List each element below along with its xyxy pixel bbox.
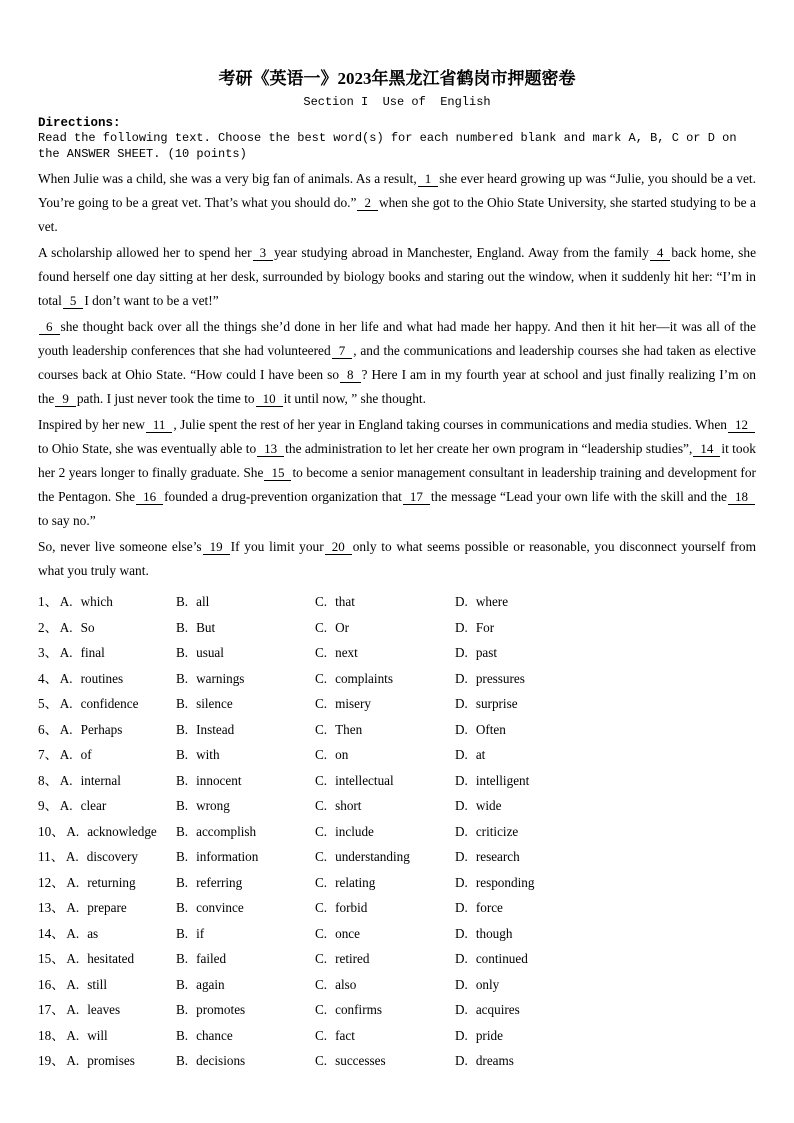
option-letter: D.: [455, 645, 468, 660]
option-letter: D.: [455, 1027, 468, 1043]
option-letter: C.: [315, 594, 328, 609]
question-number: 1、: [38, 594, 58, 609]
option-d: [455, 901, 756, 915]
option-c: [315, 1029, 455, 1043]
passage-paragraph: So, never live someone else’s 19 If you limit your 20 only to what seems possible or reasonable, you disconnect yourself from what you truly want.: [38, 539, 757, 578]
cloze-blank-14: 14: [693, 441, 720, 457]
option-text: on: [335, 747, 349, 762]
question-row: [38, 595, 756, 609]
question-number: 11、: [38, 849, 64, 864]
option-text: But: [196, 619, 216, 635]
option-c: [315, 774, 455, 788]
question-row: [38, 646, 756, 660]
option-letter: A.: [66, 976, 80, 992]
option-letter: C.: [315, 670, 328, 686]
option-text: decisions: [196, 1053, 246, 1068]
cloze-blank-15: 15: [264, 465, 291, 481]
option-letter: A.: [59, 594, 73, 609]
option-text: prepare: [87, 900, 127, 915]
option-text: confirms: [335, 1002, 382, 1017]
option-text: acquires: [475, 1002, 520, 1017]
option-letter: C.: [315, 951, 328, 966]
option-b: [176, 825, 315, 839]
cloze-blank-7: 7: [332, 343, 353, 359]
option-letter: D.: [455, 747, 468, 762]
question-row: [38, 952, 756, 966]
option-a: [38, 850, 176, 864]
option-d: [455, 1029, 756, 1043]
question-row: [38, 1029, 756, 1043]
question-row: [38, 1003, 756, 1017]
cloze-blank-6: 6: [39, 319, 60, 335]
option-d: [455, 876, 756, 890]
option-letter: C.: [315, 976, 328, 992]
question-row: [38, 850, 756, 864]
option-d: [455, 748, 756, 762]
directions-block: [38, 116, 756, 162]
cloze-passage: [38, 167, 756, 583]
option-c: [315, 850, 455, 864]
question-row: [38, 825, 756, 839]
option-letter: D.: [455, 772, 468, 788]
option-a: [38, 774, 176, 788]
cloze-blank-4: 4: [650, 245, 671, 261]
question-row: [38, 978, 756, 992]
option-letter: C.: [315, 1002, 328, 1017]
option-d: [455, 1003, 756, 1017]
option-b: [176, 799, 315, 813]
option-letter: B.: [176, 823, 189, 839]
option-text: include: [335, 823, 374, 839]
option-a: [38, 1054, 176, 1068]
option-text: Instead: [196, 721, 235, 737]
question-number: 15、: [38, 951, 65, 966]
question-number: 2、: [38, 619, 58, 635]
option-text: pride: [475, 1027, 503, 1043]
option-d: [455, 723, 756, 737]
option-c: [315, 621, 455, 635]
option-letter: C.: [315, 849, 328, 864]
option-d: [455, 799, 756, 813]
option-letter: B.: [176, 798, 189, 813]
option-a: [38, 927, 176, 941]
option-b: [176, 646, 315, 660]
question-number: 5、: [38, 696, 58, 711]
question-number: 3、: [38, 645, 58, 660]
option-letter: D.: [455, 670, 468, 686]
option-text: clear: [80, 798, 107, 813]
option-letter: B.: [176, 900, 189, 915]
option-letter: D.: [455, 900, 468, 915]
option-text: silence: [196, 696, 233, 711]
question-number: 18、: [38, 1027, 65, 1043]
option-c: [315, 825, 455, 839]
option-text: of: [80, 747, 92, 762]
question-row: [38, 621, 756, 635]
option-a: [38, 1029, 176, 1043]
option-text: intellectual: [335, 772, 394, 788]
passage-paragraph: Inspired by her new 11 , Julie spent the rest of her year in England taking courses in communications and media studies. When 12to Ohio State, she was eventually able to 13 the administration to let her create her own program in “leadership studies”, 14 it took her 2 years longer to finally graduate. She 15 to become a senior management consultant in leadership training and development for the Pentagon. She 16 founded a drug-prevention organization that 17 the message “Lead your own life with the skill and the 18to say no.”: [38, 417, 756, 528]
passage-paragraph: When Julie was a child, she was a very big fan of animals. As a result, 1 she ever heard growing up was “Julie, you should be a vet. You’re going to be a great vet. That’s what you should do.” 2 when she got to the Ohio State University, she started studying to be a vet.: [38, 171, 756, 234]
option-a: [38, 799, 176, 813]
option-letter: C.: [315, 696, 328, 711]
option-c: [315, 697, 455, 711]
option-letter: B.: [176, 1002, 189, 1017]
question-number: 14、: [38, 925, 65, 941]
option-a: [38, 723, 176, 737]
option-b: [176, 1029, 315, 1043]
option-text: promises: [87, 1053, 135, 1068]
option-text: intelligent: [475, 772, 530, 788]
option-text: will: [87, 1027, 108, 1043]
option-text: only: [475, 976, 500, 992]
option-b: [176, 774, 315, 788]
option-text: wrong: [196, 798, 230, 813]
option-text: successes: [335, 1053, 386, 1068]
option-c: [315, 927, 455, 941]
option-letter: A.: [59, 670, 73, 686]
option-d: [455, 672, 756, 686]
option-text: complaints: [335, 670, 393, 686]
option-c: [315, 646, 455, 660]
option-text: forbid: [335, 900, 368, 915]
option-letter: A.: [66, 1002, 80, 1017]
option-letter: C.: [315, 645, 328, 660]
option-c: [315, 978, 455, 992]
option-letter: C.: [315, 925, 328, 941]
option-text: understanding: [335, 849, 410, 864]
cloze-blank-11: 11: [146, 417, 173, 433]
option-letter: D.: [455, 951, 468, 966]
option-letter: B.: [176, 619, 189, 635]
option-b: [176, 672, 315, 686]
option-c: [315, 748, 455, 762]
option-letter: C.: [315, 1027, 328, 1043]
question-number: 9、: [38, 798, 58, 813]
option-c: [315, 672, 455, 686]
option-d: [455, 1054, 756, 1068]
section-heading: Section I Use of English: [303, 95, 491, 109]
option-d: [455, 697, 756, 711]
option-text: pressures: [475, 670, 525, 686]
cloze-blank-13: 13: [257, 441, 284, 457]
option-text: force: [475, 900, 503, 915]
option-letter: A.: [66, 823, 80, 839]
option-text: continued: [475, 951, 528, 966]
cloze-blank-9: 9: [55, 391, 76, 407]
option-b: [176, 978, 315, 992]
option-letter: A.: [66, 925, 80, 941]
option-letter: A.: [66, 951, 80, 966]
option-b: [176, 621, 315, 635]
option-text: Or: [335, 619, 350, 635]
option-text: referring: [196, 874, 243, 890]
option-letter: D.: [455, 874, 468, 890]
option-text: failed: [196, 951, 227, 966]
option-letter: B.: [176, 1053, 189, 1068]
option-text: research: [475, 849, 520, 864]
option-letter: D.: [455, 594, 468, 609]
option-letter: D.: [455, 823, 468, 839]
option-letter: B.: [176, 594, 189, 609]
option-letter: A.: [59, 798, 73, 813]
option-text: fact: [335, 1027, 355, 1043]
cloze-blank-2: 2: [357, 195, 378, 211]
option-text: promotes: [196, 1002, 246, 1017]
option-text: past: [475, 645, 498, 660]
option-text: internal: [80, 772, 121, 788]
option-a: [38, 952, 176, 966]
option-letter: B.: [176, 976, 189, 992]
option-a: [38, 697, 176, 711]
cloze-blank-8: 8: [340, 367, 361, 383]
option-letter: C.: [315, 619, 328, 635]
option-d: [455, 774, 756, 788]
cloze-blank-18: 18: [728, 489, 755, 505]
option-a: [38, 978, 176, 992]
question-list: [38, 595, 756, 1068]
option-letter: A.: [59, 696, 73, 711]
option-letter: D.: [455, 849, 468, 864]
option-letter: C.: [315, 772, 328, 788]
option-letter: A.: [66, 900, 80, 915]
option-text: all: [196, 594, 210, 609]
option-letter: B.: [176, 645, 189, 660]
option-letter: D.: [455, 976, 468, 992]
option-text: convince: [196, 900, 244, 915]
option-text: Perhaps: [80, 721, 123, 737]
option-text: So: [80, 619, 95, 635]
option-b: [176, 876, 315, 890]
option-b: [176, 1054, 315, 1068]
option-c: [315, 1003, 455, 1017]
option-a: [38, 672, 176, 686]
option-letter: A.: [59, 772, 73, 788]
option-text: again: [196, 976, 225, 992]
option-text: confidence: [80, 696, 139, 711]
option-c: [315, 901, 455, 915]
option-letter: C.: [315, 747, 328, 762]
option-letter: A.: [66, 1053, 80, 1068]
option-text: final: [80, 645, 105, 660]
option-a: [38, 1003, 176, 1017]
question-row: [38, 697, 756, 711]
question-row: [38, 723, 756, 737]
option-a: [38, 825, 176, 839]
question-number: 16、: [38, 976, 65, 992]
option-c: [315, 952, 455, 966]
question-number: 4、: [38, 670, 58, 686]
question-number: 8、: [38, 772, 58, 788]
option-text: with: [196, 747, 220, 762]
option-text: information: [196, 849, 259, 864]
option-text: Often: [475, 721, 506, 737]
option-letter: D.: [455, 721, 468, 737]
option-c: [315, 595, 455, 609]
option-text: also: [335, 976, 357, 992]
option-text: Then: [335, 721, 363, 737]
cloze-blank-17: 17: [403, 489, 430, 505]
option-d: [455, 850, 756, 864]
option-text: retired: [335, 951, 370, 966]
option-letter: A.: [65, 849, 79, 864]
option-b: [176, 723, 315, 737]
option-text: short: [335, 798, 362, 813]
passage-paragraph: A scholarship allowed her to spend her 3 year studying abroad in Manchester, England. Away from the family 4 back home, she found herself one day sitting at her desk, surrounded by biology books and staring out the window, when it suddenly hit her: “I’m in total 5 I don’t want to be a vet!”: [38, 245, 757, 308]
option-a: [38, 748, 176, 762]
option-letter: B.: [176, 925, 189, 941]
option-text: where: [475, 594, 509, 609]
option-text: though: [475, 925, 513, 941]
option-text: at: [475, 747, 486, 762]
option-a: [38, 901, 176, 915]
question-number: 19、: [38, 1053, 65, 1068]
option-letter: B.: [176, 747, 189, 762]
option-letter: B.: [176, 696, 189, 711]
question-row: [38, 876, 756, 890]
option-letter: D.: [455, 798, 468, 813]
option-letter: B.: [176, 670, 189, 686]
question-row: [38, 672, 756, 686]
option-d: [455, 621, 756, 635]
option-text: routines: [80, 670, 124, 686]
option-letter: A.: [59, 619, 73, 635]
option-d: [455, 978, 756, 992]
option-b: [176, 1003, 315, 1017]
option-letter: B.: [176, 951, 189, 966]
question-number: 13、: [38, 900, 65, 915]
option-text: discovery: [86, 849, 138, 864]
option-c: [315, 799, 455, 813]
cloze-blank-1: 1: [418, 171, 439, 187]
question-number: 7、: [38, 747, 58, 762]
option-letter: A.: [66, 1027, 80, 1043]
option-text: misery: [335, 696, 371, 711]
option-letter: C.: [315, 721, 328, 737]
option-b: [176, 952, 315, 966]
option-d: [455, 646, 756, 660]
option-letter: B.: [176, 874, 189, 890]
option-b: [176, 901, 315, 915]
option-d: [455, 952, 756, 966]
option-letter: C.: [315, 900, 328, 915]
option-letter: A.: [66, 874, 80, 890]
option-d: [455, 825, 756, 839]
option-text: hesitated: [87, 951, 135, 966]
question-row: [38, 901, 756, 915]
option-a: [38, 646, 176, 660]
question-row: [38, 799, 756, 813]
question-number: 17、: [38, 1002, 65, 1017]
option-b: [176, 850, 315, 864]
option-letter: A.: [59, 645, 73, 660]
option-text: still: [87, 976, 107, 992]
option-letter: C.: [315, 798, 328, 813]
option-letter: C.: [315, 823, 328, 839]
option-text: chance: [196, 1027, 233, 1043]
directions-label: Directions:: [38, 116, 121, 130]
option-text: which: [80, 594, 113, 609]
option-text: once: [335, 925, 360, 941]
option-c: [315, 876, 455, 890]
option-text: dreams: [475, 1053, 514, 1068]
option-b: [176, 927, 315, 941]
option-text: next: [335, 645, 358, 660]
option-text: that: [335, 594, 355, 609]
option-letter: D.: [455, 1053, 468, 1068]
option-b: [176, 595, 315, 609]
cloze-blank-19: 19: [203, 539, 230, 555]
option-text: leaves: [87, 1002, 121, 1017]
option-letter: B.: [176, 721, 189, 737]
option-letter: A.: [59, 747, 73, 762]
question-number: 10、: [38, 823, 65, 839]
option-d: [455, 595, 756, 609]
option-letter: D.: [455, 619, 468, 635]
question-number: 12、: [38, 874, 65, 890]
option-letter: B.: [176, 772, 189, 788]
option-b: [176, 748, 315, 762]
option-a: [38, 595, 176, 609]
option-text: accomplish: [196, 823, 257, 839]
option-letter: A.: [59, 721, 73, 737]
option-text: acknowledge: [87, 823, 157, 839]
question-row: [38, 1054, 756, 1068]
question-number: 6、: [38, 721, 58, 737]
question-row: [38, 748, 756, 762]
option-text: responding: [475, 874, 535, 890]
option-letter: B.: [176, 1027, 189, 1043]
question-row: [38, 774, 756, 788]
option-text: criticize: [475, 823, 519, 839]
option-text: surprise: [475, 696, 518, 711]
question-row: [38, 927, 756, 941]
option-text: if: [196, 925, 205, 941]
option-b: [176, 697, 315, 711]
page-title: 考研《英语一》2023年黑龙江省鹤岗市押题密卷: [218, 69, 576, 88]
option-text: relating: [335, 874, 376, 890]
option-a: [38, 876, 176, 890]
option-text: warnings: [196, 670, 245, 686]
cloze-blank-10: 10: [256, 391, 283, 407]
option-letter: D.: [455, 1002, 468, 1017]
cloze-blank-5: 5: [63, 293, 84, 309]
cloze-blank-3: 3: [253, 245, 274, 261]
directions-text: Read the following text. Choose the best word(s) for each numbered blank and mark A, B, C or D on the ANSWER SHEET. (10 points): [38, 131, 744, 161]
option-c: [315, 1054, 455, 1068]
option-text: innocent: [196, 772, 242, 788]
option-letter: C.: [315, 874, 328, 890]
passage-paragraph: 6 she thought back over all the things she’d done in her life and what had made her happy. And then it hit her—it was all of the youth leadership conferences that she had volunteered 7 , and the communications and leadership courses she had taken as elective courses back at Ohio State. “How could I have been so 8 ? Here I am in my fourth year at school and just finally realizing I’m on the 9 path. I just never took the time to 10 it until now, ” she thought.: [38, 319, 756, 406]
cloze-blank-20: 20: [325, 539, 352, 555]
option-c: [315, 723, 455, 737]
option-letter: B.: [176, 849, 189, 864]
option-text: wide: [475, 798, 502, 813]
option-letter: C.: [315, 1053, 328, 1068]
option-letter: D.: [455, 696, 468, 711]
option-d: [455, 927, 756, 941]
cloze-blank-12: 12: [728, 417, 755, 433]
option-a: [38, 621, 176, 635]
option-text: For: [475, 619, 495, 635]
option-text: usual: [196, 645, 224, 660]
cloze-blank-16: 16: [136, 489, 163, 505]
option-text: as: [87, 925, 99, 941]
option-text: returning: [87, 874, 136, 890]
option-letter: D.: [455, 925, 468, 941]
